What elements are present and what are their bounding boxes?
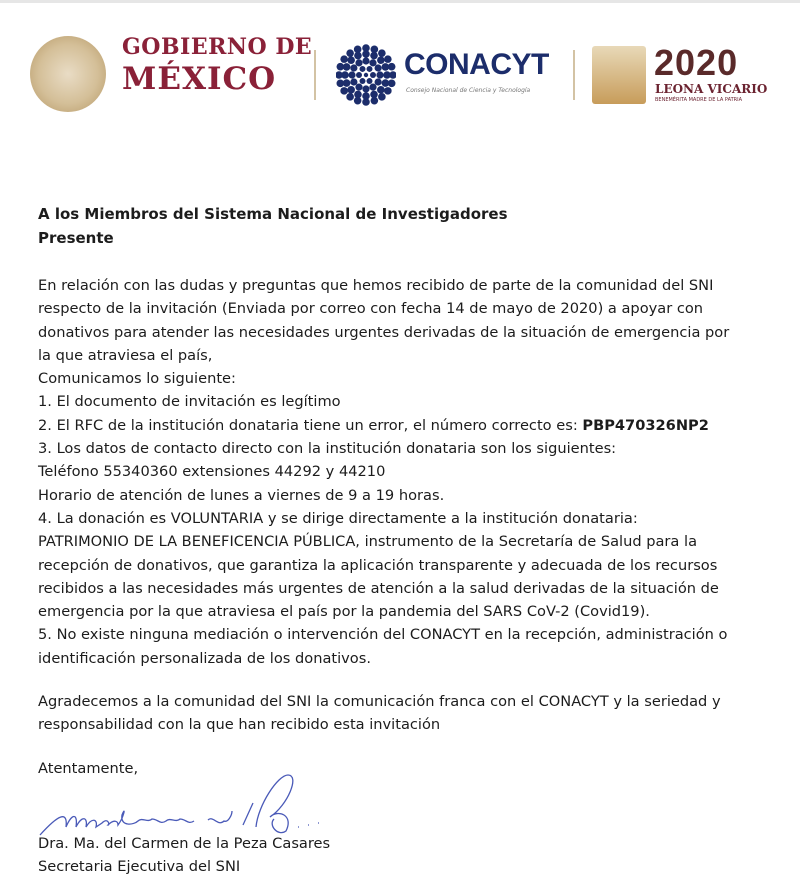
letter-line: [38, 414, 729, 437]
leona-vicario-portrait: [592, 46, 646, 104]
conacyt-subtitle: Consejo Nacional de Ciencia y Tecnología: [406, 87, 531, 94]
divider: [314, 50, 316, 100]
dot: [346, 49, 354, 57]
dot: [350, 78, 357, 85]
dot: [371, 46, 379, 54]
dot: [371, 97, 379, 105]
dot: [389, 71, 396, 79]
line-text: 2. El RFC de la institución donataria tiene un error, el número correcto es:: [38, 416, 583, 434]
dot: [362, 44, 370, 52]
addressee: A los Miembros del Sistema Nacional de Investigadores: [38, 205, 508, 223]
line-text: emergencia por la que atraviesa el país por la pandemia del SARS CoV-2 (Covid19).: [38, 603, 650, 621]
letter-line: [38, 460, 729, 483]
letter-line: [38, 344, 729, 367]
gobierno-logo: [122, 36, 312, 95]
top-border: [0, 0, 800, 3]
letter-line: [38, 554, 729, 577]
letter-body: [38, 274, 729, 670]
line-text: 3. Los datos de contacto directo con la institución donataria son los siguientes:: [38, 440, 617, 458]
line-text: respecto de la invitación (Enviada por correo con fecha 14 de mayo de 2020) a apoyar con: [38, 300, 704, 318]
line-text: donativos para atender las necesidades urgentes derivadas de la situación de emergencia por: [38, 323, 730, 341]
signer-title: Secretaria Ejecutiva del SNI: [38, 858, 241, 875]
dot: [360, 78, 366, 84]
dot: [369, 84, 376, 91]
letter-line: [38, 647, 729, 670]
closing-line: responsabilidad con la que han recibido esta invitación: [38, 716, 441, 734]
letter-line: [38, 437, 729, 460]
line-text: 4. La donación es VOLUNTARIA y se dirige directamente a la institución donataria:: [38, 509, 638, 527]
letter-line: [38, 600, 729, 623]
dot: [362, 85, 369, 92]
line-text: Horario de atención de lunes a viernes de 9 a 19 horas.: [38, 486, 445, 504]
letter-line: [38, 274, 729, 297]
dot: [348, 71, 355, 78]
dot: [367, 66, 373, 72]
line-text: PATRIMONIO DE LA BENEFICENCIA PÚBLICA, instrumento de la Secretaría de Salud para la: [38, 533, 698, 551]
letter-line: [38, 577, 729, 600]
gobierno-line1: GOBIERNO DE: [122, 34, 313, 60]
line-text: 5. No existe ninguna mediación o intervención del CONACYT en la recepción, administración o: [38, 626, 728, 644]
dot: [384, 87, 392, 95]
line-text: Comunicamos lo siguiente:: [38, 370, 236, 388]
dot: [337, 63, 345, 71]
closing-paragraph: [38, 690, 721, 737]
dot: [364, 73, 368, 77]
dot: [369, 59, 376, 66]
dot: [354, 97, 362, 105]
dot: [362, 98, 370, 106]
line-text: En relación con las dudas y preguntas que hemos recibido de parte de la comunidad del SNI: [38, 277, 714, 294]
line-text: la que atraviesa el país,: [38, 346, 213, 364]
letter-line: [38, 530, 729, 553]
dot: [378, 49, 386, 57]
dot: [370, 72, 376, 78]
dot: [375, 64, 382, 71]
dot: [355, 59, 362, 66]
letter-line: [38, 507, 729, 530]
letter-line: [38, 321, 729, 344]
letterhead: [0, 14, 800, 114]
dot: [388, 63, 396, 71]
dot: [340, 55, 348, 63]
dot: [375, 78, 382, 85]
line-text: 1. El documento de invitación es legítimo: [38, 393, 341, 411]
letter-line: [38, 390, 729, 413]
letter-line: [38, 297, 729, 320]
salutation: [38, 202, 508, 250]
dot: [355, 84, 362, 91]
gobierno-line2: MÉXICO: [122, 61, 277, 97]
rfc-number: PBP470326NP2: [582, 416, 709, 434]
signer: [38, 832, 330, 878]
dot: [347, 86, 355, 94]
dot: [377, 56, 385, 64]
dot: [384, 55, 392, 63]
conacyt-logo: CONACYT: [404, 48, 549, 81]
signer-name: Dra. Ma. del Carmen de la Peza Casares: [38, 835, 331, 852]
letter-line: [38, 367, 729, 390]
dot: [346, 93, 354, 101]
dot: [336, 71, 343, 79]
letter-line: [38, 484, 729, 507]
dot: [347, 56, 355, 64]
dot: [367, 78, 373, 84]
line-text: recibidos a las necesidades más urgentes de atención a la salud derivadas de la situación de: [38, 579, 719, 597]
line-text: recepción de donativos, que garantiza la aplicación transparente y adecuada de los recursos: [38, 556, 718, 574]
dot: [354, 46, 362, 54]
dot: [340, 87, 348, 95]
letter-line: [38, 623, 729, 646]
dot: [350, 64, 357, 71]
dot: [388, 80, 396, 88]
conacyt-dots-icon: [336, 44, 396, 106]
dot: [356, 72, 362, 78]
line-text: identificación personalizada de los donativos.: [38, 649, 371, 667]
dot: [376, 71, 383, 78]
presente: Presente: [38, 229, 114, 247]
dot: [362, 57, 369, 64]
leona-vicario-subtitle: BENEMÉRITA MADRE DE LA PATRIA: [655, 97, 743, 103]
atentamente: Atentamente,: [38, 760, 139, 777]
dot: [377, 86, 385, 94]
divider: [573, 50, 575, 100]
dot: [360, 66, 366, 72]
dot: [378, 93, 386, 101]
leona-vicario-label: LEONA VICARIO: [655, 82, 768, 96]
dot: [337, 80, 345, 88]
line-text: Teléfono 55340360 extensiones 44292 y 44210: [38, 463, 386, 481]
year-logo: 2020: [654, 42, 739, 83]
closing-line: Agradecemos a la comunidad del SNI la comunicación franca con el CONACYT y la seriedad y: [38, 693, 721, 710]
mexico-seal-icon: [30, 36, 106, 112]
